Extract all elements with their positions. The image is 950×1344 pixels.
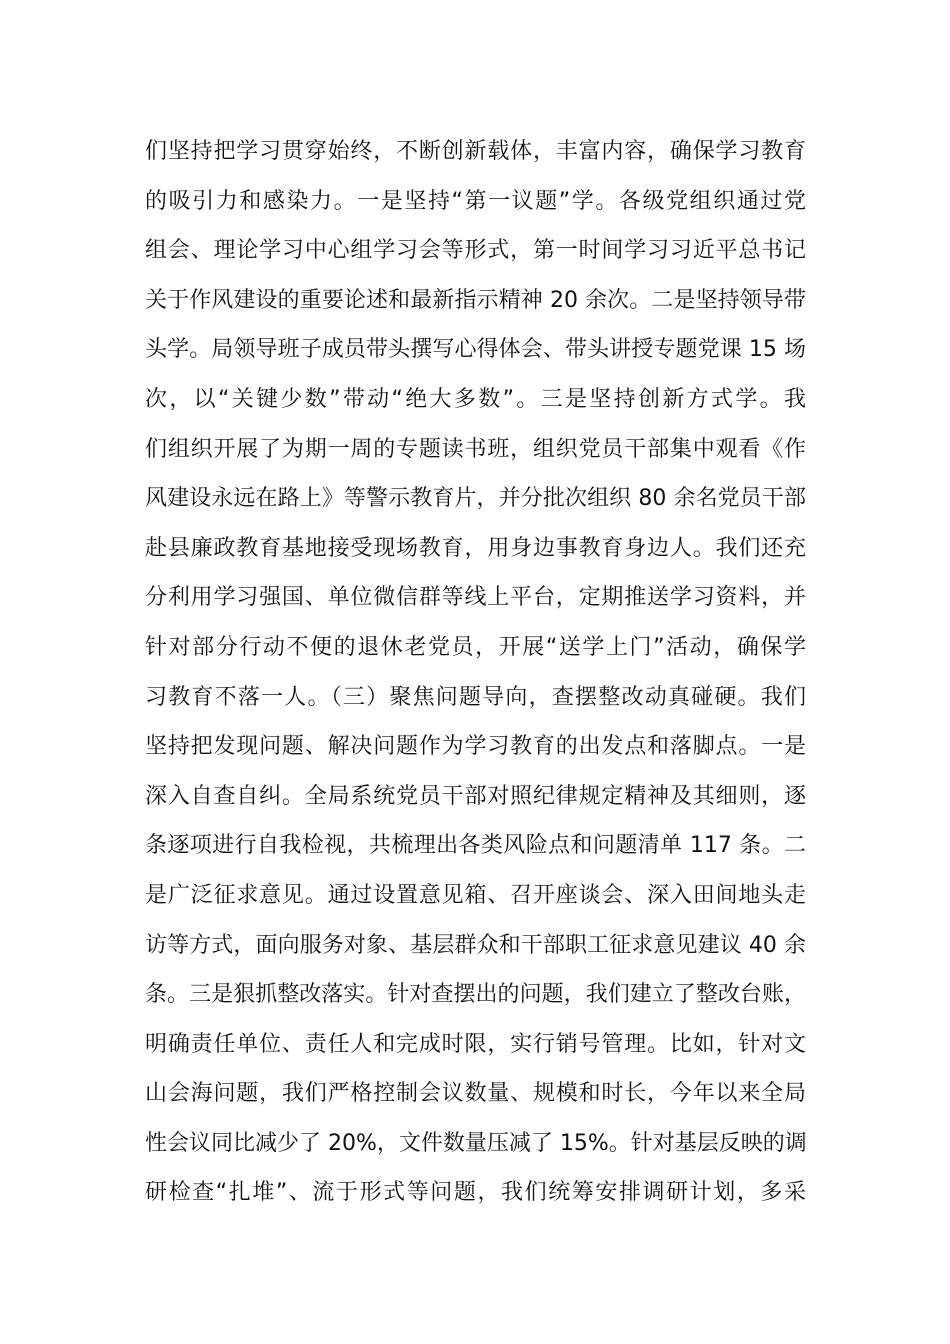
text-line: 风建设永远在路上》等警示教育片，并分批次组织 80 余名党员干部 [145, 486, 806, 512]
text-line: 坚持把发现问题、解决问题作为学习教育的出发点和落脚点。一是 [145, 734, 806, 760]
document-body [145, 127, 806, 1218]
text-line: 赴县廉政教育基地接受现场教育，用身边事教育身边人。我们还充 [145, 535, 806, 561]
text-line: 们组织开展了为期一周的专题读书班，组织党员干部集中观看《作 [145, 436, 806, 462]
text-line: 次，以“关键少数”带动“绝大多数”。三是坚持创新方式学。我 [145, 386, 806, 412]
text-line: 是广泛征求意见。通过设置意见箱、召开座谈会、深入田间地头走 [145, 882, 806, 908]
text-line: 访等方式，面向服务对象、基层群众和干部职工征求意见建议 40 余 [145, 932, 806, 958]
text-line: 们坚持把学习贯穿始终，不断创新载体，丰富内容，确保学习教育 [145, 139, 806, 164]
text-line: 研检查“扎堆”、流于形式等问题，我们统筹安排调研计划，多采 [145, 1180, 806, 1206]
text-line: 针对部分行动不便的退休老党员，开展“送学上门”活动，确保学 [145, 634, 806, 660]
text-line: 组会、理论学习中心组学习会等形式，第一时间学习习近平总书记 [145, 238, 806, 264]
text-line: 深入自查自纠。全局系统党员干部对照纪律规定精神及其细则，逐 [145, 783, 806, 809]
text-line: 条逐项进行自我检视，共梳理出各类风险点和问题清单 117 条。二 [145, 833, 806, 859]
text-line: 关于作风建设的重要论述和最新指示精神 20 余次。二是坚持领导带 [145, 287, 806, 313]
text-line: 头学。局领导班子成员带头撰写心得体会、带头讲授专题党课 15 场 [145, 337, 806, 363]
text-line: 性会议同比减少了 20%，文件数量压减了 15%。针对基层反映的调 [145, 1130, 807, 1156]
text-line: 条。三是狠抓整改落实。针对查摆出的问题，我们建立了整改台账， [145, 982, 806, 1008]
text-line: 习教育不落一人。（三）聚焦问题导向，查摆整改动真碰硬。我们 [145, 684, 806, 710]
text-line: 明确责任单位、责任人和完成时限，实行销号管理。比如，针对文 [145, 1031, 806, 1057]
text-line: 分利用学习强国、单位微信群等线上平台，定期推送学习资料，并 [145, 585, 806, 611]
text-line: 的吸引力和感染力。一是坚持“第一议题”学。各级党组织通过党 [145, 188, 806, 214]
text-line: 山会海问题，我们严格控制会议数量、规模和时长，今年以来全局 [145, 1081, 806, 1107]
